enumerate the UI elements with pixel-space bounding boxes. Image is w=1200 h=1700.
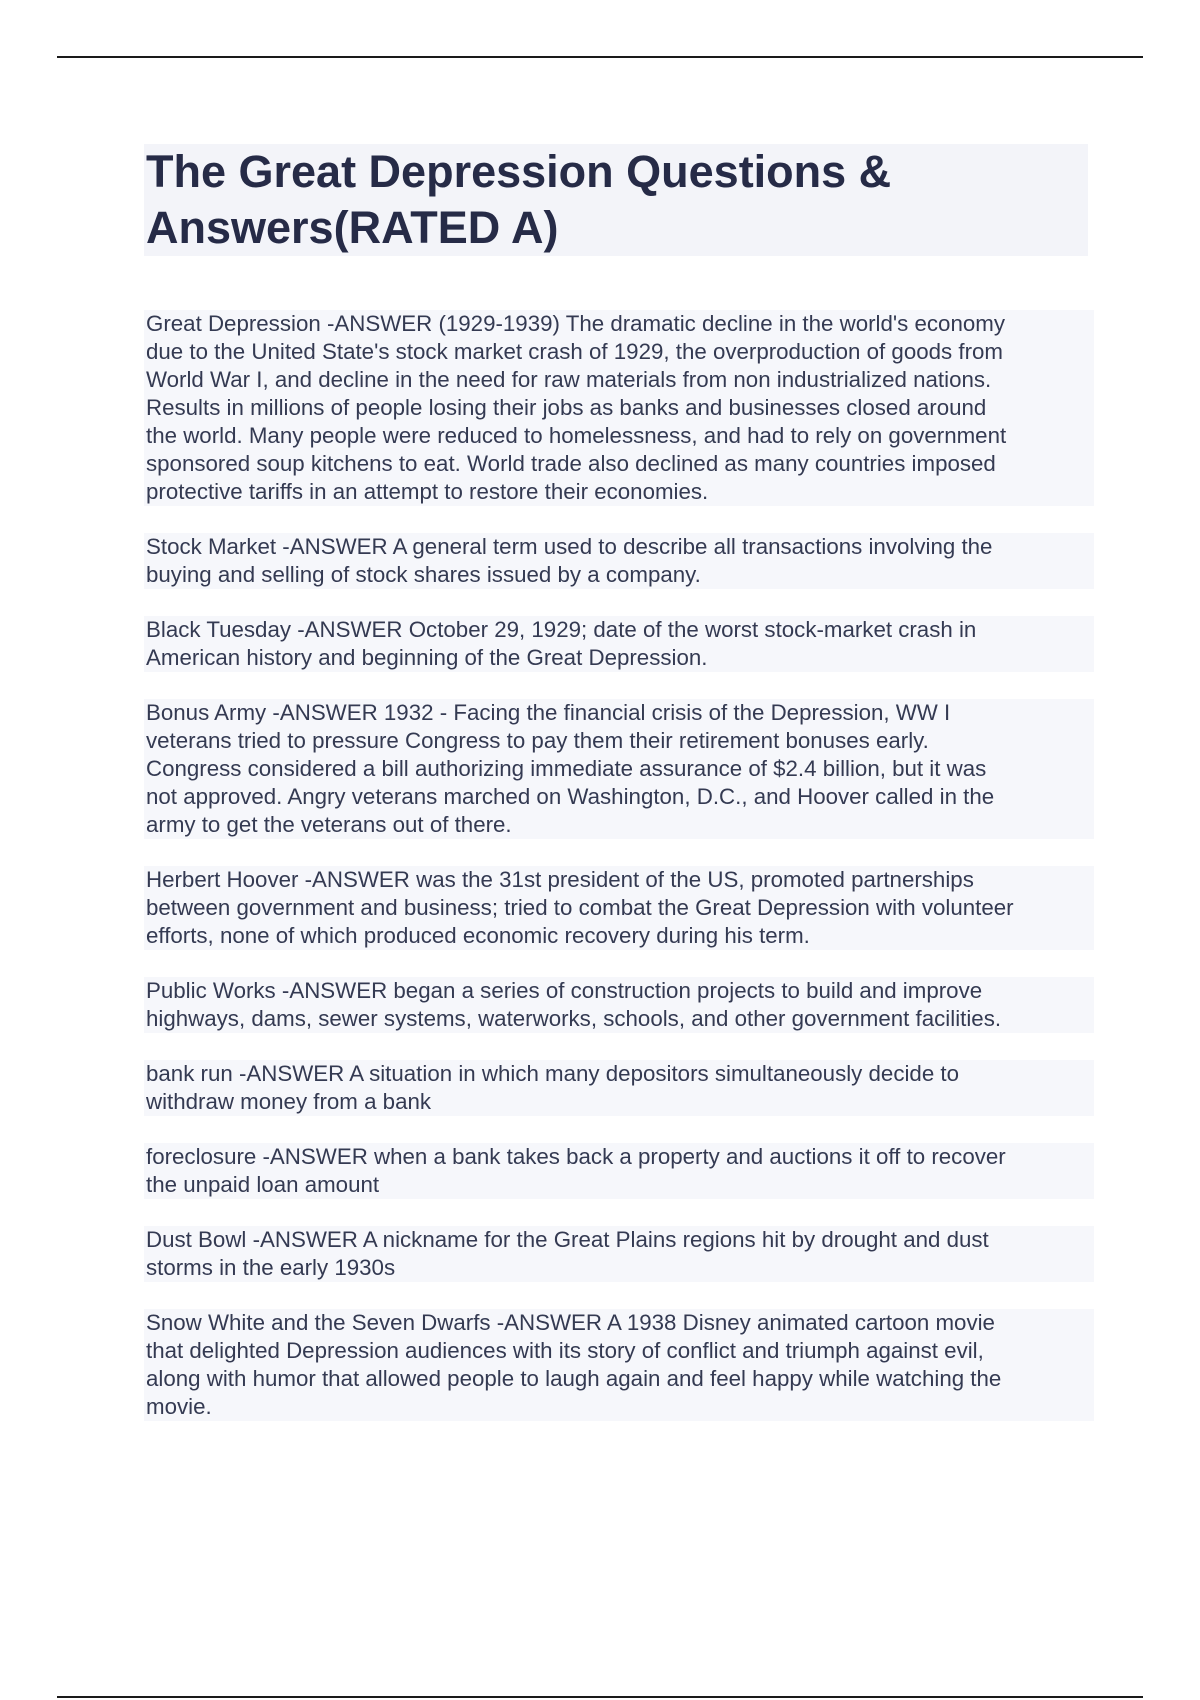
qa-entry — [144, 616, 1094, 672]
answer-separator: -ANSWER — [266, 700, 384, 725]
title-block — [144, 144, 1088, 256]
qa-term: Public Works — [146, 978, 276, 1003]
qa-entry — [144, 977, 1094, 1033]
qa-term: Black Tuesday — [146, 617, 292, 642]
qa-entry — [144, 310, 1094, 506]
qa-definition: was the 31st president of the US, promoted partnerships between government and business; tried to combat the Great Depression with volunteer efforts, none of which produced economic recovery during his term. — [146, 867, 1014, 948]
answer-separator: -ANSWER — [232, 1061, 350, 1086]
qa-definition: October 29, 1929; date of the worst stock-market crash in American history and beginning of the Great Depression. — [146, 617, 977, 670]
qa-entry — [144, 533, 1094, 589]
qa-definition: A general term used to describe all transactions involving the buying and selling of stock shares issued by a company. — [146, 534, 993, 587]
answer-separator: -ANSWER — [490, 1310, 607, 1335]
qa-definition: A situation in which many depositors simultaneously decide to withdraw money from a bank — [146, 1061, 960, 1114]
document-title: The Great Depression Questions & Answers(RATED A) — [146, 146, 892, 253]
answer-separator: -ANSWER — [298, 867, 417, 892]
qa-list — [144, 310, 1094, 1448]
qa-entry — [144, 699, 1094, 839]
answer-separator: -ANSWER — [246, 1227, 363, 1252]
qa-term: Bonus Army — [146, 700, 267, 725]
answer-separator: -ANSWER — [256, 1144, 374, 1169]
qa-entry — [144, 1226, 1094, 1282]
qa-entry — [144, 866, 1094, 950]
qa-definition: (1929-1939) The dramatic decline in the world's economy due to the United State's stock market crash of 1929, the overproduction of goods from World War I, and decline in the need for raw materials from non industrialized nations. Results in millions of people losing their jobs as banks and businesses closed around the world. Many people were reduced to homelessness, and had to rely on government sponsored soup kitchens to eat. World trade also declined as many countries imposed protective tariffs in an attempt to restore their economies. — [146, 311, 1007, 504]
qa-term: Herbert Hoover — [146, 867, 299, 892]
qa-term: Stock Market — [146, 534, 277, 559]
qa-entry — [144, 1060, 1094, 1116]
qa-term: Dust Bowl — [146, 1227, 247, 1252]
footer-rule — [57, 1696, 1143, 1698]
qa-term: foreclosure — [146, 1144, 257, 1169]
qa-term: Snow White and the Seven Dwarfs — [146, 1310, 491, 1335]
qa-definition: A nickname for the Great Plains regions hit by drought and dust storms in the early 1930s — [146, 1227, 989, 1280]
qa-entry — [144, 1309, 1094, 1421]
qa-definition: 1932 - Facing the financial crisis of the Depression, WW I veterans tried to pressure Congress to pay them their retirement bonuses early. Congress considered a bill authorizing immediate assurance of $2.4 billion, but it was not approved. Angry veterans marched on Washington, D.C., and Hoover called in the army to get the veterans out of there. — [146, 700, 995, 837]
qa-definition: A 1938 Disney animated cartoon movie that delighted Depression audiences with its story of conflict and triumph against evil, along with humor that allowed people to laugh again and feel happy while watching the movie. — [146, 1310, 1002, 1419]
qa-definition: began a series of construction projects to build and improve highways, dams, sewer systems, waterworks, schools, and other government facilities. — [146, 978, 1002, 1031]
qa-definition: when a bank takes back a property and auctions it off to recover the unpaid loan amount — [146, 1144, 1006, 1197]
header-rule — [57, 56, 1143, 58]
qa-term: bank run — [146, 1061, 233, 1086]
qa-term: Great Depression — [146, 311, 321, 336]
answer-separator: -ANSWER — [276, 534, 393, 559]
qa-entry — [144, 1143, 1094, 1199]
answer-separator: -ANSWER — [291, 617, 409, 642]
answer-separator: -ANSWER — [320, 311, 439, 336]
answer-separator: -ANSWER — [275, 978, 394, 1003]
